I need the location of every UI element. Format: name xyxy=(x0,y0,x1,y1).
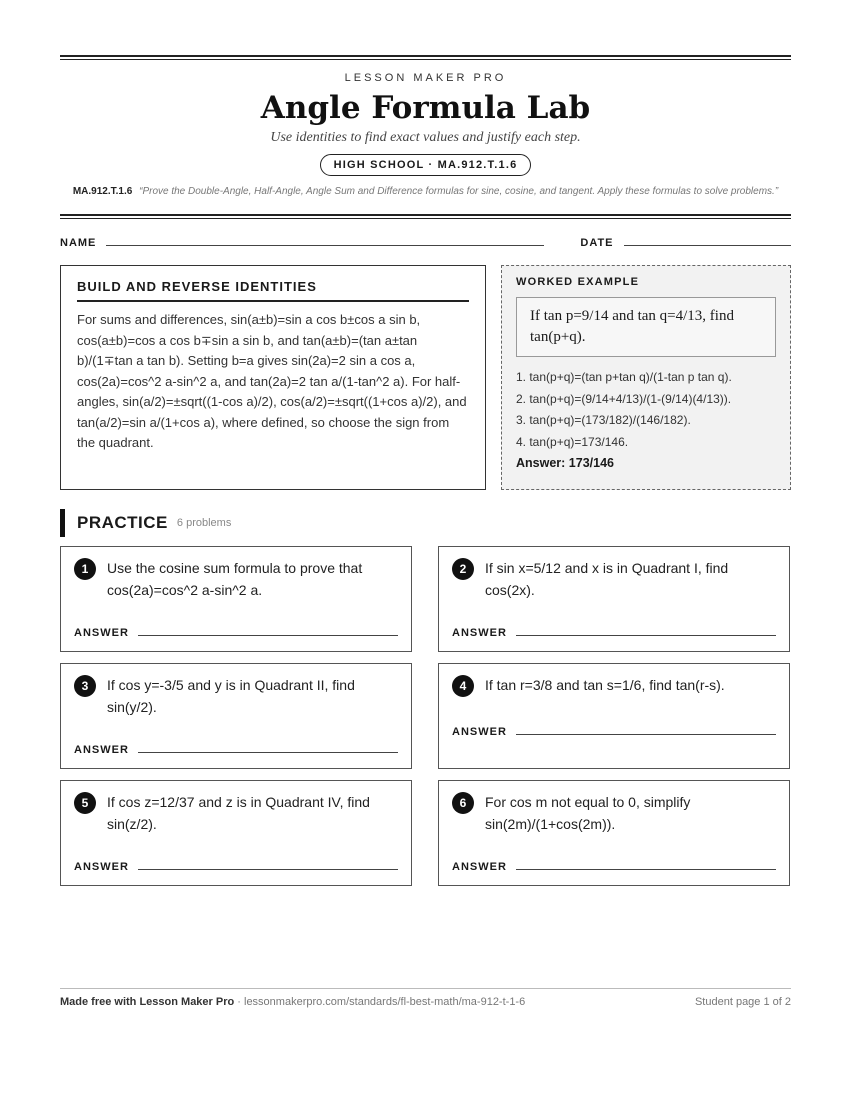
answer-label: ANSWER xyxy=(74,861,129,873)
answer-row xyxy=(74,627,398,639)
answer-label: ANSWER xyxy=(452,861,507,873)
problem-number: 6 xyxy=(452,792,474,814)
page-footer xyxy=(60,988,791,1008)
top-rule xyxy=(60,55,791,60)
problem-card-2 xyxy=(438,546,790,652)
problem-text: If cos y=-3/5 and y is in Quadrant II, find sin(y/2). xyxy=(107,677,355,715)
worksheet-header xyxy=(60,72,791,200)
brand-name: LESSON MAKER PRO xyxy=(344,72,507,84)
identities-body: For sums and differences, sin(a±b)=sin a cos b±cos a sin b, cos(a±b)=cos a cos b∓sin a sin b, and tan(a±b)=(tan a±tan b)/(1∓tan a tan b). Setting b=a gives sin(2a)=2 sin a cos a, cos(2a)=cos^2 a-sin^2 a, and tan(2a)=2 tan a/(1-tan^2 a). For half-angles, sin(a/2)=±sqrt((1-cos a)/2), cos(a/2)=±sqrt((1+cos a)/2), and tan(a/2)=sin a/(1+cos a), where defined, so choose the sign from the quadrant. xyxy=(77,312,467,450)
answer-row xyxy=(452,627,776,639)
problem-card-5 xyxy=(60,780,412,886)
problem-text: For cos m not equal to 0, simplify sin(2m)/(1+cos(2m)). xyxy=(485,794,691,832)
problem-text: Use the cosine sum formula to prove that cos(2a)=cos^2 a-sin^2 a. xyxy=(107,560,363,598)
problem-number: 2 xyxy=(452,558,474,580)
worked-example-steps xyxy=(516,367,776,453)
problem-number: 1 xyxy=(74,558,96,580)
answer-line[interactable] xyxy=(516,734,776,735)
identities-heading: BUILD AND REVERSE IDENTITIES xyxy=(77,279,469,302)
worked-example-answer: Answer: 173/146 xyxy=(516,456,614,470)
practice-grid xyxy=(60,546,791,886)
answer-label: ANSWER xyxy=(74,627,129,639)
worked-example-step: 4. tan(p+q)=173/146. xyxy=(516,434,629,449)
worksheet-subtitle: Use identities to find exact values and justify each step. xyxy=(270,130,581,145)
standard-text: “Prove the Double-Angle, Half-Angle, Angle Sum and Difference formulas for sine, cosine, and tangent. Apply these formulas to solve problems.” xyxy=(139,186,779,197)
practice-title: PRACTICE xyxy=(77,513,168,532)
answer-label: ANSWER xyxy=(452,726,507,738)
problem-card-1 xyxy=(60,546,412,652)
answer-row xyxy=(452,861,776,873)
page-indicator: Student page 1 of 2 xyxy=(694,996,791,1008)
standard-code: MA.912.T.1.6 xyxy=(72,186,133,197)
info-boxes xyxy=(60,265,791,490)
answer-line[interactable] xyxy=(516,635,776,636)
date-line[interactable] xyxy=(624,245,791,246)
problem-card-3 xyxy=(60,663,412,769)
answer-label: ANSWER xyxy=(452,627,507,639)
problem-number: 4 xyxy=(452,675,474,697)
standard-description xyxy=(60,184,791,200)
problem-number: 5 xyxy=(74,792,96,814)
identities-box xyxy=(60,265,486,490)
worked-example-heading: WORKED EXAMPLE xyxy=(516,276,640,288)
problem-text: If cos z=12/37 and z is in Quadrant IV, find sin(z/2). xyxy=(107,794,370,832)
answer-row xyxy=(74,744,398,756)
name-label: NAME xyxy=(60,237,97,249)
worked-example-step: 1. tan(p+q)=(tan p+tan q)/(1-tan p tan q). xyxy=(516,370,732,384)
problem-card-6 xyxy=(438,780,790,886)
answer-line[interactable] xyxy=(138,752,398,753)
answer-line[interactable] xyxy=(138,869,398,870)
answer-line[interactable] xyxy=(138,635,398,636)
answer-label: ANSWER xyxy=(74,744,129,756)
worksheet-page xyxy=(60,55,791,886)
worked-example-question: If tan p=9/14 and tan q=4/13, find tan(p+q). xyxy=(516,297,776,357)
footer-credit: Made free with Lesson Maker Pro xyxy=(60,996,235,1008)
name-line[interactable] xyxy=(106,245,544,246)
worksheet-title: Angle Formula Lab xyxy=(260,90,591,126)
footer-url[interactable]: · lessonmakerpro.com/standards/fl-best-math/ma-912-t-1-6 xyxy=(234,996,526,1008)
problem-text: If sin x=5/12 and x is in Quadrant I, find cos(2x). xyxy=(485,560,729,598)
problem-card-4 xyxy=(438,663,790,769)
problem-text: If tan r=3/8 and tan s=1/6, find tan(r-s). xyxy=(485,677,725,693)
answer-row xyxy=(452,726,776,738)
date-label: DATE xyxy=(580,237,614,249)
name-date-row xyxy=(60,237,791,249)
answer-row xyxy=(74,861,398,873)
problem-number: 3 xyxy=(74,675,96,697)
worked-example-step: 3. tan(p+q)=(173/182)/(146/182). xyxy=(516,413,691,427)
worked-example-step: 2. tan(p+q)=(9/14+4/13)/(1-(9/14)(4/13)). xyxy=(516,391,732,406)
practice-heading xyxy=(60,509,791,537)
level-badge: HIGH SCHOOL · MA.912.T.1.6 xyxy=(320,154,532,176)
answer-line[interactable] xyxy=(516,869,776,870)
problem-count: 6 problems xyxy=(176,517,232,529)
header-bottom-rule xyxy=(60,214,791,219)
worked-example-box xyxy=(501,265,791,490)
